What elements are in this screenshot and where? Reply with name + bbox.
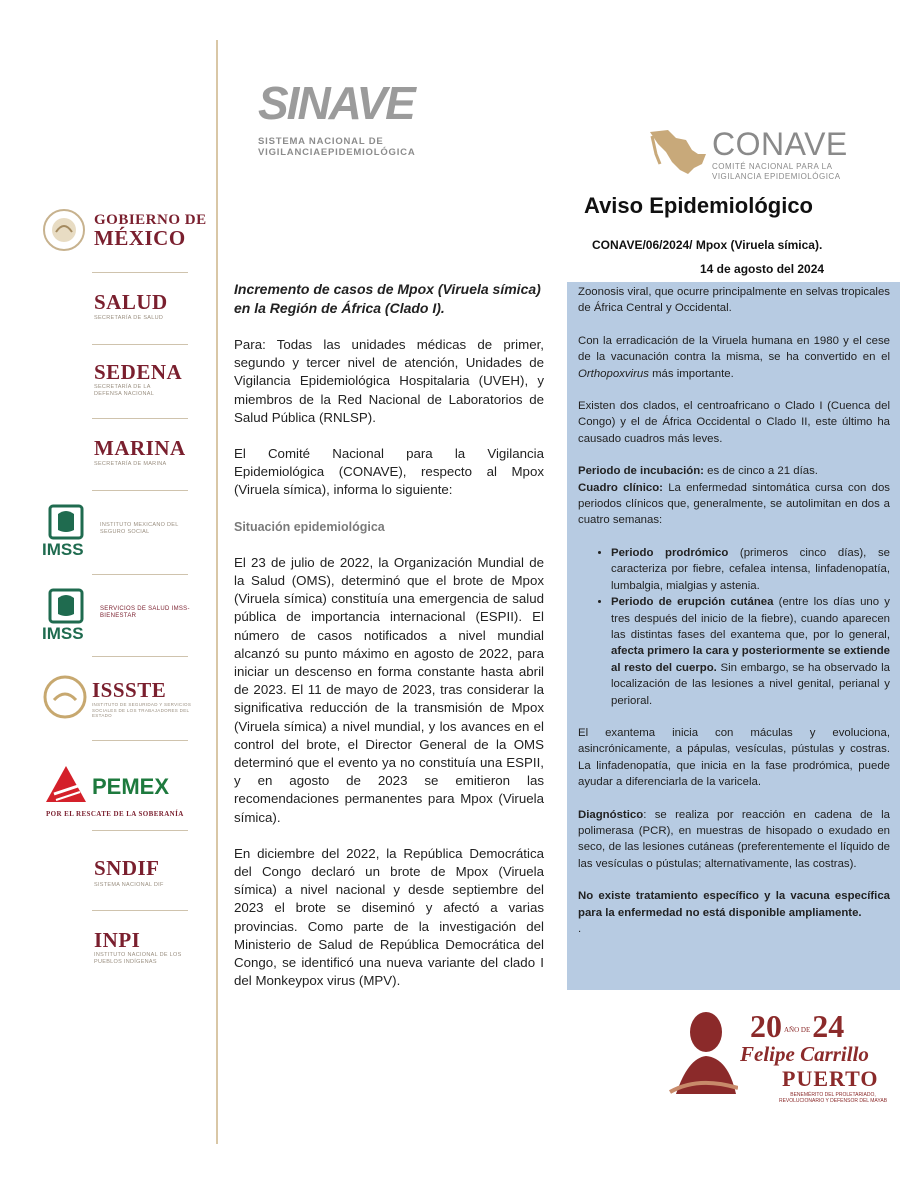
logo-mexico: MÉXICO [94,226,186,250]
tratamiento-text: No existe tratamiento específico y la vacuna específica para la enfermedad no está disponible ampliamente. [578,890,890,919]
section-heading: Situación epidemiológica [234,519,385,534]
box-incubacion-cuadro [578,463,890,529]
divider [92,272,188,273]
divider [92,656,188,657]
text-span: más importante. [648,367,734,380]
felipe-portrait-icon [668,1006,738,1096]
erupcion-bold: afecta primero la cara y posteriormente se extiende al resto del cuerpo. [611,645,890,674]
erupcion-tail: Sin embargo, se ha observado la localización de las lesiones a nivel genital, perianal y perioral. [611,661,890,707]
recipients-paragraph: Para: Todas las unidades médicas de primer, segundo y tercer nivel de atención, Unidades de Vigilancia Epidemiológica Hospitalaria (UVEH), y miembros de la Red Nacional de Laboratorios de Salud Pública (RNLSP). [234,337,544,425]
divider [92,490,188,491]
logo-inpi-sub: INSTITUTO NACIONAL DE LOS PUEBLOS INDÍGENAS [94,952,182,965]
prodromico-text: (primeros cinco días), se caracteriza por fiebre, cefalea intensa, linfadenopatía, lumbalgia, mialgias y astenia. [611,546,890,592]
diagnostico-label: Diagnóstico [578,808,644,821]
list-item [611,594,890,709]
text-span: Con la erradicación de la Viruela humana en 1980 y el cese de la vacunación contra la misma, se ha convertido en el [578,334,890,364]
box-zoonosis: Zoonosis viral, que ocurre principalmente en selvas tropicales de África Central y Occidental. [578,286,890,315]
divider [92,418,188,419]
logo-salud-sub: SECRETARÍA DE SALUD [94,315,164,321]
imss-emblem-icon [44,504,88,540]
sinave-subtitle: SISTEMA NACIONAL DE VIGILANCIAEPIDEMIOLÓGICA [258,136,416,158]
box-clados: Existen dos clados, el centroafricano o Clado I (Cuenca del Congo) y el de África Occidental o Clado II, este último ha causado cuadros más leves. [578,400,890,445]
divider [92,574,188,575]
box-erradicacion [578,333,890,382]
aviso-date: 14 de agosto del 2024 [700,262,825,276]
aviso-title: Aviso Epidemiológico [584,193,813,218]
incubacion-label: Periodo de incubación: [578,465,704,478]
prodromico-label: Periodo prodrómico [611,546,729,559]
emblem-name: Felipe Carrillo [740,1042,869,1066]
orthopoxvirus-term: Orthopoxvirus [578,367,649,380]
cuadro-clinico-text: La enfermedad sintomática cursa con dos periodos clínicos que, generalmente, se autolimitan en dos a cuatro semanas: [578,481,890,527]
divider [92,344,188,345]
logo-pemex-sub: POR EL RESCATE DE LA SOBERANÍA [46,810,184,818]
divider [92,740,188,741]
logo-imss-bienestar-sub: SERVICIOS DE SALUD IMSS-BIENESTAR [100,606,190,619]
vertical-rule [216,40,218,1144]
logo-imss-bienestar: IMSS [42,624,84,643]
logo-marina: MARINA [94,436,186,460]
logo-pemex: PEMEX [92,774,170,799]
divider [92,910,188,911]
logo-sedena: SEDENA [94,360,183,384]
logo-imss: IMSS [42,540,84,559]
conave-subtitle: COMITÉ NACIONAL PARA LA VIGILANCIA EPIDEMIOLÓGICA [712,162,841,181]
situation-paragraph-1: El 23 de julio de 2022, la Organización Mundial de la Salud (OMS), determinó que el brote de Mpox (Viruela símica) constituía una emergencia de salud pública de importancia internacional (ESPII). El número de casos notificados a nivel mundial alcanzó su punto máximo en agosto de 2022, para iniciar un descenso en forma constante hasta abril de 2023. El 11 de mayo de 2023, tras considerar la significativa reducción de la transmisión de Mpox (Viruela símica) a nivel mundial, y los avances en el control del brote, el Director General de la OMS determinó que el evento ya no constituía una ESPII, y en agosto de 2023 se emitieron las recomendaciones permanentes para Mpox (Viruela símica). [234,554,544,825]
logo-sedena-sub: SECRETARÍA DE LA DEFENSA NACIONAL [94,384,155,397]
logo-issste-sub: INSTITUTO DE SEGURIDAD Y SERVICIOS SOCIALES DE LOS TRABAJADORES DEL ESTADO [92,702,192,718]
cuadro-clinico-label: Cuadro clínico: [578,481,663,494]
pemex-eagle-icon [44,764,88,804]
erupcion-label: Periodo de erupción cutánea [611,596,774,609]
logo-marina-sub: SECRETARÍA DE MARINA [94,461,167,467]
info-box-content [578,284,890,953]
list-item [611,545,890,594]
issste-hands-icon [42,674,88,720]
sinave-logo: SINAVE [258,77,414,129]
incubacion-text: es de cinco a 21 días. [703,465,818,478]
main-title: Incremento de casos de Mpox (Viruela símica) en la Región de África (Clado I). [234,281,541,316]
conave-logo: CONAVE [712,126,848,162]
logo-inpi: INPI [94,928,141,952]
box-tratamiento [578,888,890,921]
emblem-subtitle: BENEMÉRITO DEL PROLETARIADO, REVOLUCIONARIO Y DEFENSOR DEL MAYAB [778,1092,888,1104]
logo-salud: SALUD [94,290,168,314]
logo-issste: ISSSTE [92,678,167,702]
erupcion-text: (entre los días uno y tres después del inicio de la fiebre), cuando aparecen las distintas fases del exantema que, por lo general, [611,596,890,641]
logo-sndif: SNDIF [94,856,160,880]
periodos-list [578,545,890,709]
year-anio: AÑO DE [784,1025,811,1034]
divider [92,830,188,831]
logo-sndif-sub: SISTEMA NACIONAL DIF [94,882,164,888]
emblem-year [750,1008,844,1045]
mexico-seal-icon [42,208,86,252]
imss-bienestar-emblem-icon [44,588,88,624]
box-dot: . [578,923,582,935]
box-exantema: El exantema inicia con máculas y evoluciona, asincrónicamente, a pápulas, vesículas, pústulas y costras. La linfadenopatía, que inicia en la fase prodrómica, puede ayudar a diferenciarla de la varicela. [578,726,890,789]
mexico-map-icon [646,124,710,182]
intro-paragraph: El Comité Nacional para la Vigilancia Epidemiológica (CONAVE), respecto al Mpox (Viruela símica), informa lo siguiente: [234,446,544,498]
situation-paragraph-2: En diciembre del 2022, la República Democrática del Congo declaró un brote de Mpox (Viruela símica) a nivel nacional y desde septiembre del 2023 el brote se diseminó y afectó a varias provincias. Como parte de la investigación del Ministerio de Salud de República Democrática del Congo, se identificó una nueva variante del clado I del Monkeypox virus (MPV). [234,845,544,989]
emblem-puerto: PUERTO [782,1066,879,1091]
logo-imss-sub: INSTITUTO MEXICANO DEL SEGURO SOCIAL [100,522,179,535]
diagnostico-text: : se realiza por reacción en cadena de la polimerasa (PCR), en muestras de hisopado o exudado en seco, de las lesiones cutáneas (preferentemente el líquido de las vesículas o pústulas; alternativamente, las costras). [578,808,890,870]
aviso-code: CONAVE/06/2024/ Mpox (Viruela símica). [592,238,823,252]
year-part: 24 [812,1008,845,1044]
logo-gobierno-de: GOBIERNO DE [94,212,207,228]
main-content [234,280,544,1009]
box-diagnostico [578,807,890,873]
year-part: 20 [750,1008,782,1044]
